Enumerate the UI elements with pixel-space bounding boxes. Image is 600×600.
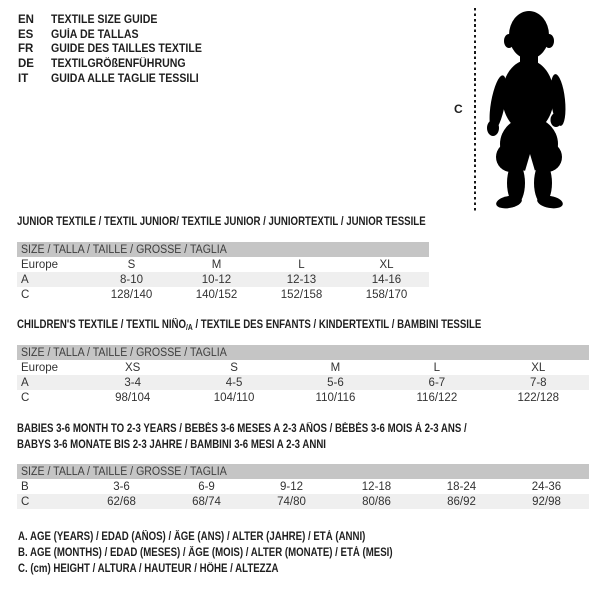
section-title	[17, 319, 481, 332]
row-label: C	[21, 288, 30, 301]
language-list	[18, 13, 215, 86]
language-title: TEXTILGRÖßENFÜHRUNG	[51, 58, 186, 71]
cell: 6-9	[198, 480, 215, 493]
note-c: C. (cm) HEIGHT / ALTURA / HAUTEUR / HÖHE / ALTEZZA	[18, 563, 279, 575]
cell: 62/68	[107, 495, 136, 508]
cell: S	[230, 361, 238, 374]
cell: 7-8	[529, 376, 547, 389]
cell: 152/158	[280, 288, 323, 301]
table-row	[17, 390, 589, 405]
row-label: Europe	[21, 258, 59, 271]
cell: 98/104	[115, 391, 151, 404]
note-b: B. AGE (MONTHS) / EDAD (MESES) / ÂGE (MOIS) / ALTER (MONATE) / ETÀ (MESI)	[18, 547, 393, 559]
cell: L	[433, 361, 441, 374]
cell: 12-18	[361, 480, 392, 493]
title-subscript: /A	[186, 323, 193, 332]
cell: 14-16	[371, 273, 402, 286]
cell: 3-4	[124, 376, 141, 389]
cell: 86/92	[447, 495, 476, 508]
cell: 110/116	[315, 391, 356, 404]
junior-size-table	[17, 242, 429, 302]
cell: L	[298, 258, 305, 271]
language-code: FR	[18, 43, 34, 56]
table-row	[17, 257, 429, 272]
section-junior	[17, 216, 503, 302]
cell: 104/110	[213, 391, 255, 404]
size-header-bar	[17, 345, 589, 360]
title-part: CHILDREN'S TEXTILE / TEXTIL NIÑO	[17, 319, 187, 331]
language-row-es	[18, 28, 215, 43]
language-row-fr	[18, 42, 215, 57]
size-header-label: SIZE / TALLA / TAILLE / GRÖSSE / TAGLIA	[21, 465, 227, 478]
cell: S	[127, 258, 136, 271]
height-dashed-line	[474, 8, 476, 212]
cell: 68/74	[192, 495, 221, 508]
section-title: JUNIOR TEXTILE / TEXTIL JUNIOR/ TEXTILE JUNIOR / JUNIORTEXTIL / JUNIOR TESSILE	[17, 216, 426, 228]
cell: 122/128	[517, 391, 560, 404]
table-row	[17, 360, 589, 375]
cell: XL	[531, 361, 546, 374]
section-children	[17, 319, 589, 405]
children-size-table	[17, 345, 589, 405]
cell: 6-7	[428, 376, 446, 389]
cell: 128/140	[110, 288, 153, 301]
row-label: B	[21, 480, 29, 493]
table-row	[17, 479, 589, 494]
cell: 4-5	[225, 376, 243, 389]
size-header-bar	[17, 464, 589, 479]
babies-size-table	[17, 464, 589, 509]
section-babies	[17, 423, 589, 509]
table-row	[17, 272, 429, 287]
cell: 92/98	[532, 495, 561, 508]
language-code: IT	[18, 72, 29, 85]
language-title: GUIDE DES TAILLES TEXTILE	[51, 43, 202, 56]
size-header-bar	[17, 242, 429, 257]
language-title: GUIDA ALLE TAGLIE TESSILI	[51, 72, 199, 85]
height-measure-label: C	[454, 102, 463, 116]
cell: XS	[125, 361, 141, 374]
language-code: EN	[18, 14, 34, 27]
cell: 80/86	[362, 495, 391, 508]
cell: M	[211, 258, 222, 271]
row-label: A	[21, 273, 29, 286]
cell: 18-24	[446, 480, 477, 493]
cell: 74/80	[277, 495, 306, 508]
cell: 8-10	[119, 273, 144, 286]
section-title-line1: BABIES 3-6 MONTH TO 2-3 YEARS / BEBÉS 3-6 MESES A 2-3 AÑOS / BÉBÉS 3-6 MOIS À 2-3 ANS /	[17, 423, 467, 435]
cell: 3-6	[113, 480, 130, 493]
cell: 158/170	[365, 288, 408, 301]
table-row	[17, 287, 429, 302]
row-label: C	[21, 391, 30, 404]
baby-silhouette-icon	[484, 8, 576, 212]
size-header-label: SIZE / TALLA / TAILLE / GRÖSSE / TAGLIA	[21, 243, 227, 256]
language-code: DE	[18, 58, 34, 71]
language-title: GUÍA DE TALLAS	[51, 28, 139, 41]
row-label: Europe	[21, 361, 59, 374]
section-title-line2: BABYS 3-6 MONATE BIS 2-3 JAHRE / BAMBINI 3-6 MESI A 2-3 ANNI	[17, 439, 326, 451]
cell: M	[330, 361, 341, 374]
legend-notes	[18, 531, 464, 579]
note-a: A. AGE (YEARS) / EDAD (AÑOS) / ÂGE (ANS) / ALTER (JAHRE) / ETÀ (ANNI)	[18, 531, 366, 543]
cell: 5-6	[327, 376, 344, 389]
table-row	[17, 494, 589, 509]
cell: 24-36	[531, 480, 562, 493]
title-part: / TEXTILE DES ENFANTS / KINDERTEXTIL / BAMBINI TESSILE	[192, 319, 482, 331]
row-label: A	[21, 376, 29, 389]
cell: 116/122	[416, 391, 458, 404]
language-title: TEXTILE SIZE GUIDE	[51, 14, 158, 27]
size-header-label: SIZE / TALLA / TAILLE / GRÖSSE / TAGLIA	[21, 346, 227, 359]
language-row-de	[18, 57, 215, 72]
cell: 9-12	[279, 480, 304, 493]
language-row-it	[18, 71, 215, 86]
cell: 140/152	[195, 288, 238, 301]
language-code: ES	[18, 28, 34, 41]
cell: XL	[379, 258, 394, 271]
language-row-en	[18, 13, 215, 28]
cell: 12-13	[286, 273, 317, 286]
table-row	[17, 375, 589, 390]
row-label: C	[21, 495, 30, 508]
cell: 10-12	[201, 273, 232, 286]
